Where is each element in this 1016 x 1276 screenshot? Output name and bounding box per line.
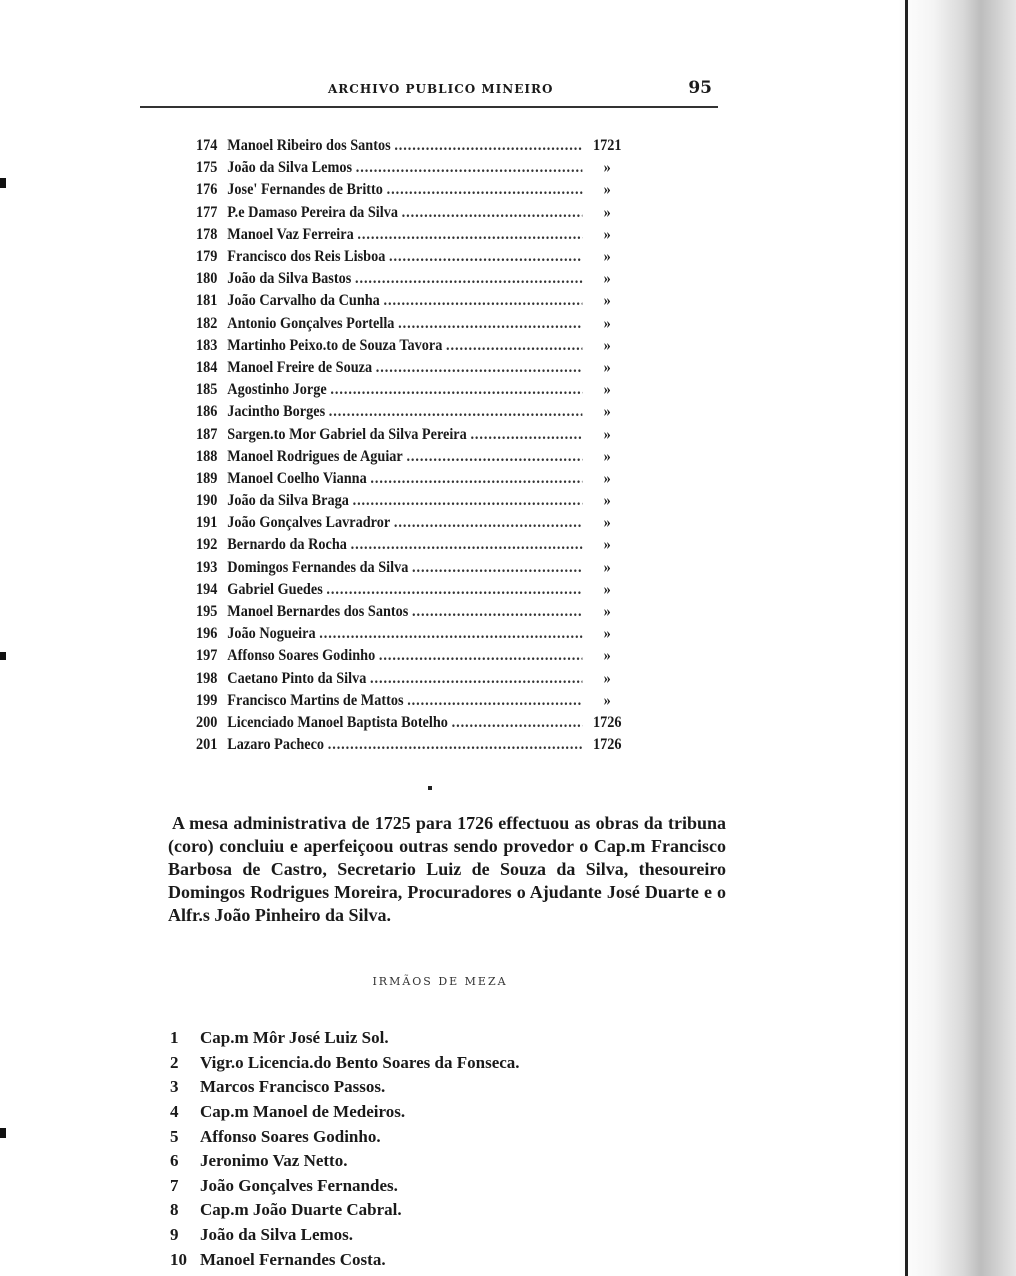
list-item [196, 446, 628, 468]
leader-dots [394, 137, 582, 155]
irmao-number: 2 [170, 1052, 179, 1072]
entry-year: » [603, 314, 611, 332]
entry-number: 196 [196, 625, 218, 643]
list-item [170, 1198, 670, 1223]
entry-number: 178 [196, 225, 218, 243]
entry-name: Francisco Martins de Mattos [227, 691, 404, 709]
list-item [196, 313, 628, 335]
leader-dots [389, 248, 582, 266]
entry-name: P.e Damaso Pereira da Silva [227, 203, 398, 221]
entry-year: » [603, 381, 611, 399]
leader-dots [357, 226, 582, 244]
list-item [170, 1051, 670, 1076]
leader-dots [384, 292, 583, 310]
leader-dots [412, 559, 582, 577]
list-item [196, 224, 628, 246]
leader-dots [446, 337, 582, 355]
leader-dots [328, 736, 583, 754]
irmao-number: 8 [170, 1200, 179, 1220]
list-item [196, 335, 628, 357]
list-item [196, 734, 628, 756]
entry-number: 197 [196, 647, 218, 665]
leader-dots [398, 315, 582, 333]
entry-number: 193 [196, 558, 218, 576]
entry-year: » [603, 336, 611, 354]
entry-year: » [603, 492, 611, 510]
entry-number: 192 [196, 536, 218, 554]
list-item [196, 468, 628, 490]
entry-name: João da Silva Bastos [227, 270, 352, 288]
list-item [170, 1100, 670, 1125]
entry-year: » [603, 358, 611, 376]
entry-name: Jacintho Borges [227, 403, 326, 421]
leader-dots [406, 448, 582, 466]
entry-name: Caetano Pinto da Silva [227, 669, 367, 687]
entry-name: Manoel Coelho Vianna [227, 469, 367, 487]
irmao-number: 1 [170, 1028, 179, 1048]
member-list [196, 135, 666, 756]
leader-dots [319, 625, 582, 643]
entry-number: 200 [196, 713, 218, 731]
entry-year: » [603, 469, 611, 487]
entry-year: » [603, 425, 611, 443]
entry-year: » [603, 603, 611, 621]
list-item [196, 157, 628, 179]
list-item [196, 668, 628, 690]
leader-dots [326, 581, 582, 599]
entry-name: Agostinho Jorge [227, 381, 327, 399]
entry-year: » [603, 536, 611, 554]
irmao-number: 6 [170, 1151, 179, 1171]
list-item [196, 690, 628, 712]
entry-year: » [603, 514, 611, 532]
entry-name: Domingos Fernandes da Silva [227, 558, 409, 576]
entry-number: 198 [196, 669, 218, 687]
irmao-name: Marcos Francisco Passos. [200, 1077, 386, 1097]
scan-speck [0, 178, 6, 188]
entry-name: Martinho Peixo.to de Souza Tavora [227, 336, 443, 354]
entry-name: Manoel Ribeiro dos Santos [227, 137, 391, 155]
entry-name: João Carvalho da Cunha [227, 292, 380, 310]
scan-speck [0, 652, 6, 660]
entry-name: João Nogueira [227, 625, 316, 643]
list-item [196, 357, 628, 379]
entry-number: 191 [196, 514, 218, 532]
leader-dots [351, 536, 583, 554]
entry-year: » [603, 225, 611, 243]
entry-name: Sargen.to Mor Gabriel da Silva Pereira [227, 425, 467, 443]
entry-year: » [603, 447, 611, 465]
entry-name: Bernardo da Rocha [227, 536, 347, 554]
entry-number: 183 [196, 336, 218, 354]
entry-name: Manoel Freire de Souza [227, 358, 373, 376]
list-item [196, 290, 628, 312]
entry-year: » [603, 403, 611, 421]
irmao-number: 5 [170, 1126, 179, 1146]
list-item [196, 490, 628, 512]
entry-number: 177 [196, 203, 218, 221]
irmao-name: Jeronimo Vaz Netto. [200, 1151, 348, 1171]
entry-name: João da Silva Lemos [227, 159, 353, 177]
entry-name: Lazaro Pacheco [227, 736, 325, 754]
irmao-number: 7 [170, 1175, 179, 1195]
page-number: 95 [688, 78, 712, 98]
leader-dots [353, 492, 583, 510]
entry-year: » [603, 203, 611, 221]
irmao-name: Affonso Soares Godinho. [200, 1126, 381, 1146]
entry-number: 187 [196, 425, 218, 443]
list-item [196, 379, 628, 401]
leader-dots [376, 359, 583, 377]
leader-dots [330, 381, 582, 399]
scan-speck [0, 1128, 6, 1138]
entry-year: » [603, 292, 611, 310]
entry-name: Affonso Soares Godinho [227, 647, 376, 665]
list-item [196, 601, 628, 623]
list-item [196, 534, 628, 556]
entry-number: 184 [196, 358, 218, 376]
entry-number: 181 [196, 292, 218, 310]
entry-number: 190 [196, 492, 218, 510]
entry-number: 189 [196, 469, 218, 487]
leader-dots [402, 204, 583, 222]
list-item [196, 246, 628, 268]
leader-dots [394, 514, 583, 532]
entry-number: 195 [196, 603, 218, 621]
irmaos-list [170, 1026, 670, 1272]
irmao-name: Cap.m Manoel de Medeiros. [200, 1102, 406, 1122]
entry-year: 1721 [592, 137, 622, 155]
entry-number: 180 [196, 270, 218, 288]
entry-year: » [603, 558, 611, 576]
irmao-name: João Gonçalves Fernandes. [200, 1175, 398, 1195]
list-item [196, 202, 628, 224]
irmao-name: Manoel Fernandes Costa. [200, 1249, 386, 1269]
list-item [170, 1075, 670, 1100]
entry-number: 175 [196, 159, 218, 177]
leader-dots [407, 692, 582, 710]
list-item [196, 268, 628, 290]
leader-dots [356, 159, 583, 177]
running-header [140, 78, 718, 108]
irmao-name: Cap.m João Duarte Cabral. [200, 1200, 402, 1220]
paragraph: A mesa administrativa de 1725 para 1726 effectuou as obras da tribuna (coro) concluiu e aperfeiçoou outras sendo provedor o Cap.m Francisco Barbosa de Castro, Secretario Luiz de Souza da Silva, thesoureiro Domingos Rodrigues Moreira, Procuradores o Ajudante José Duarte e o Alfr.s João Pinheiro da Silva. [168, 813, 726, 925]
list-item [196, 645, 628, 667]
entry-number: 186 [196, 403, 218, 421]
entry-name: Licenciado Manoel Baptista Botelho [227, 713, 448, 731]
irmao-number: 4 [170, 1102, 179, 1122]
list-item [196, 512, 628, 534]
entry-number: 185 [196, 381, 218, 399]
leader-dots [370, 470, 582, 488]
leader-dots [387, 181, 583, 199]
entry-name: Antonio Gonçalves Portella [227, 314, 395, 332]
list-item [196, 579, 628, 601]
list-item [196, 179, 628, 201]
entry-name: Jose' Fernandes de Britto [227, 181, 383, 199]
list-item [170, 1124, 670, 1149]
leader-dots [470, 426, 582, 444]
scan-border-line [905, 0, 908, 1276]
entry-name: João Gonçalves Lavradror [227, 514, 391, 532]
entry-year: » [603, 248, 611, 266]
entry-number: 199 [196, 691, 218, 709]
irmao-number: 9 [170, 1225, 179, 1245]
entry-name: Manoel Bernardes dos Santos [227, 603, 409, 621]
irmao-name: João da Silva Lemos. [200, 1225, 354, 1245]
entry-number: 182 [196, 314, 218, 332]
entry-number: 179 [196, 248, 218, 266]
entry-number: 194 [196, 580, 218, 598]
list-item [196, 135, 628, 157]
entry-number: 176 [196, 181, 218, 199]
entry-year: » [603, 691, 611, 709]
header-title: ARCHIVO PUBLICO MINEIRO [328, 82, 554, 96]
entry-name: Manoel Vaz Ferreira [227, 225, 354, 243]
entry-number: 174 [196, 137, 218, 155]
entry-name: Manoel Rodrigues de Aguiar [227, 447, 403, 465]
leader-dots [355, 270, 582, 288]
leader-dots [329, 403, 583, 421]
leader-dots [412, 603, 582, 621]
list-item [170, 1026, 670, 1051]
entry-year: » [603, 625, 611, 643]
entry-year: 1726 [592, 736, 622, 754]
list-item [196, 423, 628, 445]
entry-name: Francisco dos Reis Lisboa [227, 248, 386, 266]
list-item [170, 1149, 670, 1174]
list-item [196, 557, 628, 579]
irmao-number: 10 [170, 1249, 187, 1269]
leader-dots [452, 714, 583, 732]
entry-year: » [603, 580, 611, 598]
list-item [196, 401, 628, 423]
entry-year: » [603, 647, 611, 665]
scan-page-edge [898, 0, 1016, 1276]
irmao-name: Vigr.o Licencia.do Bento Soares da Fonseca. [200, 1052, 520, 1072]
list-item [196, 712, 628, 734]
entry-name: João da Silva Braga [227, 492, 349, 510]
leader-dots [379, 647, 583, 665]
section-subheading: IRMÃOS DE MEZA [372, 975, 508, 988]
list-item [170, 1174, 670, 1199]
entry-number: 188 [196, 447, 218, 465]
leader-dots [370, 670, 582, 688]
irmao-name: Cap.m Môr José Luiz Sol. [200, 1028, 389, 1048]
entry-year: » [603, 159, 611, 177]
separator-mark [428, 786, 432, 790]
entry-year: » [603, 270, 611, 288]
entry-number: 201 [196, 736, 218, 754]
irmao-number: 3 [170, 1077, 179, 1097]
entry-year: » [603, 181, 611, 199]
entry-year: » [603, 669, 611, 687]
entry-year: 1726 [592, 713, 622, 731]
list-item [196, 623, 628, 645]
list-item [170, 1247, 670, 1272]
list-item [170, 1223, 670, 1248]
entry-name: Gabriel Guedes [227, 580, 323, 598]
